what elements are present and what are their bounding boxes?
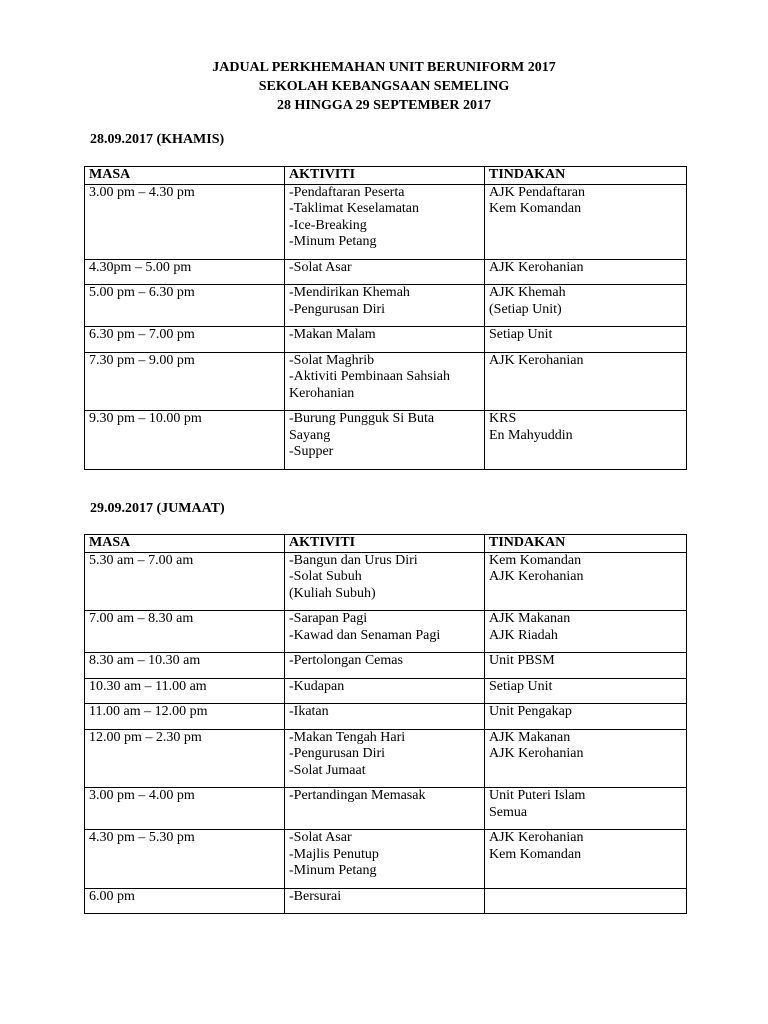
masa-cell [85, 678, 285, 704]
aktiviti-line: -Burung Pungguk Si Buta [289, 411, 435, 426]
tindakan-line: (Setiap Unit) [489, 301, 562, 317]
column-header-aktiviti: AKTIVITI [285, 167, 485, 185]
tindakan-cell [485, 678, 687, 704]
table-row [85, 888, 687, 914]
tindakan-cell [485, 729, 687, 788]
aktiviti-cell [285, 788, 485, 830]
aktiviti-line: -Makan Malam [289, 327, 376, 342]
tindakan-line: En Mahyuddin [489, 427, 573, 443]
tindakan-line: AJK Kerohanian [489, 746, 584, 761]
masa-cell [85, 184, 285, 259]
masa-cell [85, 327, 285, 353]
masa-cell [85, 653, 285, 679]
tindakan-line: Kem Komandan [489, 846, 582, 862]
aktiviti-line: -Kudapan [289, 678, 345, 694]
masa-text: 5.00 pm – 6.30 pm [89, 285, 195, 300]
table-row [85, 788, 687, 830]
tindakan-line: AJK Kerohanian [489, 830, 584, 845]
aktiviti-cell [285, 678, 485, 704]
masa-text: 11.00 am – 12.00 pm [89, 704, 208, 719]
aktiviti-cell [285, 552, 485, 611]
aktiviti-cell [285, 653, 485, 679]
aktiviti-line: -Aktiviti Pembinaan Sahsiah [289, 369, 450, 384]
column-header-tindakan: TINDAKAN [485, 167, 687, 185]
tindakan-line: AJK Makanan [489, 611, 571, 626]
aktiviti-line: -Pengurusan Diri [289, 746, 386, 761]
aktiviti-line: Kerohanian [289, 385, 355, 401]
tindakan-cell [485, 830, 687, 889]
tindakan-line: AJK Riadah [489, 627, 558, 643]
table-row [85, 830, 687, 889]
masa-text: 3.00 pm – 4.00 pm [89, 788, 195, 803]
masa-text: 10.30 am – 11.00 am [89, 678, 207, 694]
masa-text: 4.30 pm – 5.30 pm [89, 830, 195, 845]
masa-text: 9.30 pm – 10.00 pm [89, 411, 202, 426]
tindakan-line: AJK Kerohanian [489, 352, 584, 368]
aktiviti-line: -Bersurai [289, 888, 342, 904]
masa-cell [85, 259, 285, 285]
schedule-rows [85, 552, 687, 914]
table-row [85, 678, 687, 704]
tindakan-line: AJK Kerohanian [489, 569, 584, 584]
masa-text: 3.00 pm – 4.30 pm [89, 184, 195, 200]
date-range: 28 HINGGA 29 SEPTEMBER 2017 [277, 98, 491, 113]
tindakan-line: Kem Komandan [489, 201, 582, 216]
table-row [85, 411, 687, 470]
table-row [85, 552, 687, 611]
tindakan-cell [485, 552, 687, 611]
aktiviti-cell [285, 352, 485, 411]
schedule-table-khamis [84, 166, 687, 470]
table-header-row [85, 535, 687, 553]
aktiviti-line: -Pendaftaran Peserta [289, 184, 405, 200]
tindakan-line: KRS [489, 411, 517, 426]
masa-text: 4.30pm – 5.00 pm [89, 259, 192, 275]
tindakan-cell [485, 411, 687, 470]
aktiviti-line: -Solat Asar [289, 830, 352, 845]
aktiviti-cell [285, 611, 485, 653]
tindakan-cell [485, 184, 687, 259]
aktiviti-line: -Makan Tengah Hari [289, 729, 406, 745]
tindakan-cell [485, 259, 687, 285]
aktiviti-line: Sayang [289, 427, 331, 443]
tindakan-cell [485, 653, 687, 679]
aktiviti-line: -Solat Jumaat [289, 762, 366, 778]
aktiviti-line: -Minum Petang [289, 863, 377, 878]
masa-text: 7.30 pm – 9.00 pm [89, 352, 195, 368]
masa-cell [85, 729, 285, 788]
aktiviti-line: -Taklimat Keselamatan [289, 201, 420, 216]
aktiviti-line: -Solat Asar [289, 259, 352, 275]
aktiviti-line: -Pertandingan Memasak [289, 788, 426, 803]
aktiviti-cell [285, 411, 485, 470]
aktiviti-line: -Minum Petang [289, 234, 377, 249]
column-header-masa: MASA [85, 167, 285, 185]
schedule-table-jumaat [84, 534, 687, 914]
masa-cell [85, 611, 285, 653]
aktiviti-cell [285, 184, 485, 259]
aktiviti-line: -Mendirikan Khemah [289, 285, 410, 300]
aktiviti-cell [285, 327, 485, 353]
table-row [85, 653, 687, 679]
aktiviti-line: -Ice-Breaking [289, 217, 367, 233]
aktiviti-cell [285, 888, 485, 914]
tindakan-line: AJK Khemah [489, 285, 566, 300]
tindakan-line: AJK Pendaftaran [489, 184, 586, 200]
day-label-khamis: 28.09.2017 (KHAMIS) [90, 132, 225, 147]
tindakan-line: Unit PBSM [489, 653, 555, 668]
aktiviti-line: -Ikatan [289, 704, 329, 719]
aktiviti-line: -Pertolongan Cemas [289, 653, 403, 668]
masa-text: 7.00 am – 8.30 am [89, 611, 194, 626]
column-header-masa: MASA [85, 535, 285, 553]
aktiviti-cell [285, 830, 485, 889]
day-label-jumaat: 29.09.2017 (JUMAAT) [90, 501, 225, 516]
tindakan-line: AJK Makanan [489, 729, 571, 745]
tindakan-line: AJK Kerohanian [489, 259, 584, 275]
aktiviti-cell [285, 704, 485, 730]
tindakan-line: Semua [489, 804, 528, 820]
aktiviti-line: -Supper [289, 444, 334, 459]
masa-cell [85, 704, 285, 730]
table-row [85, 704, 687, 730]
tindakan-line: Setiap Unit [489, 678, 553, 694]
tindakan-line: Setiap Unit [489, 327, 553, 342]
tindakan-cell [485, 285, 687, 327]
table-row [85, 611, 687, 653]
masa-cell [85, 352, 285, 411]
tindakan-cell [485, 327, 687, 353]
masa-cell [85, 788, 285, 830]
column-header-aktiviti: AKTIVITI [285, 535, 485, 553]
aktiviti-cell [285, 285, 485, 327]
schedule-rows [85, 184, 687, 469]
masa-cell [85, 888, 285, 914]
document-title: JADUAL PERKHEMAHAN UNIT BERUNIFORM 2017 [212, 60, 556, 75]
aktiviti-line: -Solat Subuh [289, 569, 362, 584]
aktiviti-line: -Kawad dan Senaman Pagi [289, 627, 441, 643]
table-row [85, 352, 687, 411]
masa-cell [85, 552, 285, 611]
tindakan-cell [485, 704, 687, 730]
tindakan-cell [485, 352, 687, 411]
table-row [85, 259, 687, 285]
masa-text: 6.00 pm [89, 888, 135, 904]
tindakan-line: Unit Pengakap [489, 704, 572, 719]
table-header-row [85, 167, 687, 185]
aktiviti-line: -Pengurusan Diri [289, 301, 386, 317]
aktiviti-line: -Majlis Penutup [289, 846, 379, 862]
table-row [85, 285, 687, 327]
masa-text: 8.30 am – 10.30 am [89, 653, 201, 668]
aktiviti-line: (Kuliah Subuh) [289, 585, 376, 601]
aktiviti-line: -Solat Maghrib [289, 352, 375, 368]
tindakan-line: Unit Puteri Islam [489, 788, 586, 803]
aktiviti-cell [285, 729, 485, 788]
masa-text: 5.30 am – 7.00 am [89, 552, 194, 568]
tindakan-cell [485, 888, 687, 914]
aktiviti-cell [285, 259, 485, 285]
tindakan-cell [485, 788, 687, 830]
tindakan-cell [485, 611, 687, 653]
aktiviti-line: -Bangun dan Urus Diri [289, 552, 418, 568]
masa-text: 6.30 pm – 7.00 pm [89, 327, 195, 342]
table-row [85, 729, 687, 788]
table-row [85, 184, 687, 259]
masa-cell [85, 285, 285, 327]
column-header-tindakan: TINDAKAN [485, 535, 687, 553]
aktiviti-line: -Sarapan Pagi [289, 611, 368, 626]
school-name: SEKOLAH KEBANGSAAN SEMELING [258, 79, 510, 94]
tindakan-line: Kem Komandan [489, 552, 582, 568]
document-header [0, 58, 768, 115]
masa-cell [85, 411, 285, 470]
masa-text: 12.00 pm – 2.30 pm [89, 729, 202, 745]
masa-cell [85, 830, 285, 889]
table-row [85, 327, 687, 353]
